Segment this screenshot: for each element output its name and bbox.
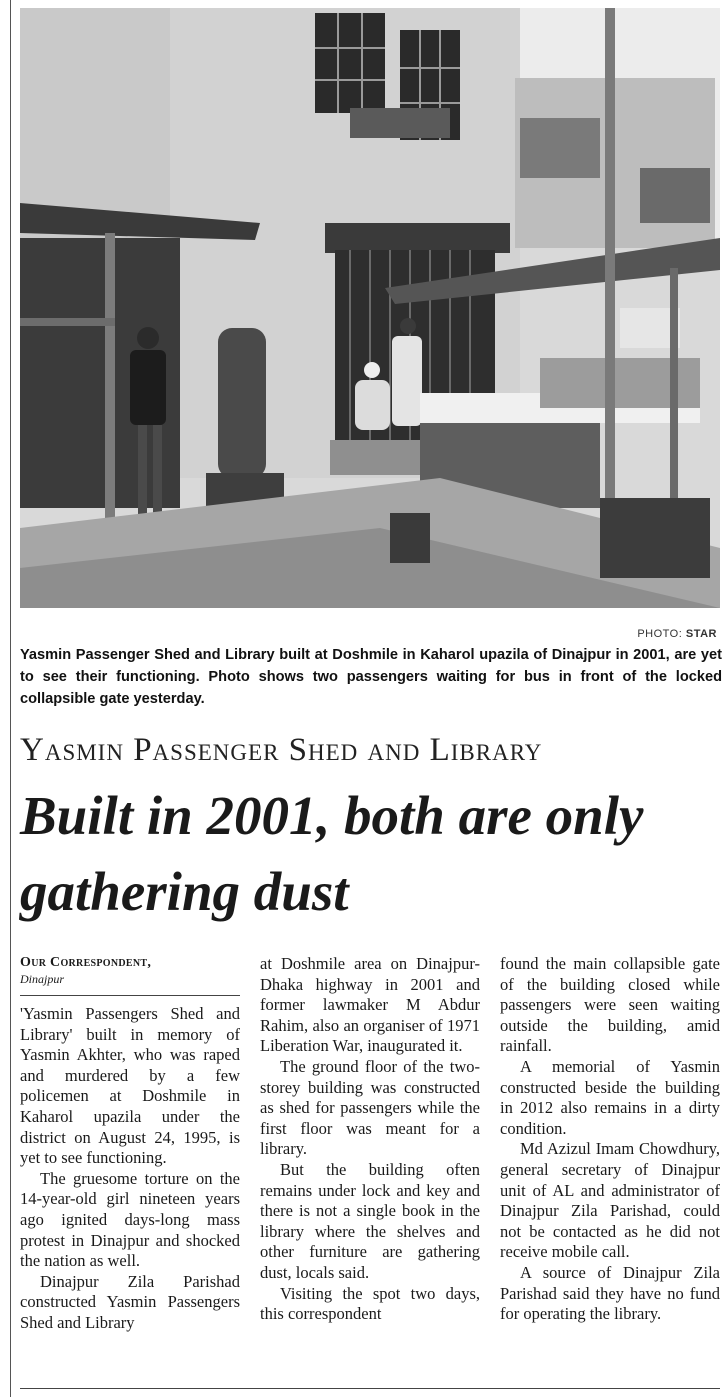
byline: [20, 955, 240, 996]
article-column-3: [500, 954, 720, 1325]
photo-credit-source: STAR: [685, 628, 717, 640]
article-column-2: [260, 954, 480, 1325]
article-column-1: [20, 1004, 240, 1334]
left-column-rule: [10, 0, 11, 1397]
news-photo: [20, 8, 720, 608]
article-paragraph: The ground floor of the two-storey building was constructed as shed for passengers while the first floor was meant for a library.: [260, 1056, 480, 1159]
article-paragraph: 'Yasmin Passengers Shed and Library' built in memory of Yasmin Akhter, who was raped and murdered by a few policemen at Doshmile in Kaharol upazila under the district on August 24, 1995, is yet to see functioning.: [20, 1004, 240, 1168]
article-paragraph: A memorial of Yasmin constructed beside the building in 2012 also remains in a dirty condition.: [500, 1056, 720, 1138]
article-paragraph: Visiting the spot two days, this correspondent: [260, 1283, 480, 1324]
byline-place: Dinajpur: [20, 972, 65, 986]
photo-illustration: [20, 8, 720, 608]
byline-name: Our Correspondent,: [20, 955, 152, 970]
main-headline: Built in 2001, both are only gathering dust: [20, 785, 644, 922]
article-paragraph: The gruesome torture on the 14-year-old girl nineteen years ago ignited days-long mass protest in Dinajpur and shocked the nation as well.: [20, 1168, 240, 1271]
photo-caption: Yasmin Passenger Shed and Library built at Doshmile in Kaharol upazila of Dinajpur in 2001, are yet to see their functioning. Photo shows two passengers waiting for bus in front of the locked collapsible gate yesterday.: [20, 647, 722, 707]
article-paragraph: at Doshmile area on Dinajpur-Dhaka highway in 2001 and former lawmaker M Abdur Rahim, also an organiser of 1971 Liberation War, inaugurated it.: [260, 954, 480, 1056]
article-paragraph: found the main collapsible gate of the building closed while passengers were seen waiting outside the building, amid rainfall.: [500, 954, 720, 1056]
photo-credit-label: PHOTO:: [637, 628, 683, 640]
article-paragraph: Md Azizul Imam Chowdhury, general secretary of Dinajpur unit of AL and administrator of Dinajpur Zila Parishad, could not be contacted as he did not receive mobile call.: [500, 1139, 720, 1262]
bottom-rule: [20, 1388, 720, 1389]
article-paragraph: A source of Dinajpur Zila Parishad said they have no fund for operating the library.: [500, 1262, 720, 1324]
kicker-headline: Yasmin Passenger Shed and Library: [20, 732, 543, 768]
article-paragraph: Dinajpur Zila Parishad constructed Yasmin Passengers Shed and Library: [20, 1271, 240, 1332]
article-paragraph: But the building often remains under lock and key and there is not a single book in the library where the shelves and other furniture are gathering dust, locals said.: [260, 1159, 480, 1282]
photo-credit: [637, 628, 717, 640]
